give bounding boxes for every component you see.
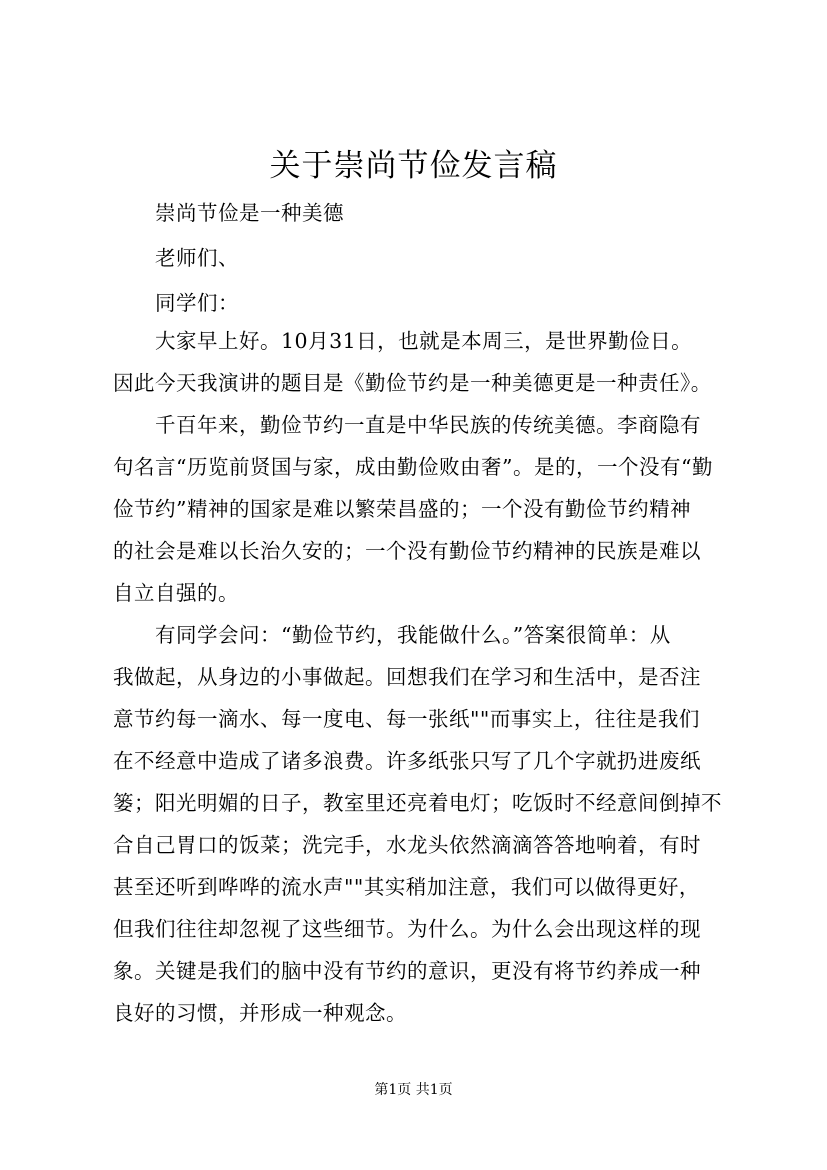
paragraph-line: 句名言“历览前贤国与家，成由勤俭败由奢”。是的，一个没有“勤 [113,455,713,479]
subtitle-line: 崇尚节俭是一种美德 [155,201,344,225]
paragraph-line: 自立自强的。 [113,581,239,605]
paragraph-line: 的社会是难以长治久安的；一个没有勤俭节约精神的民族是难以 [113,539,701,563]
paragraph-line: 千百年来，勤俭节约一直是中华民族的传统美德。李商隐有 [155,413,701,437]
page-title: 关于崇尚节俭发言稿 [269,148,558,184]
salutation-line: 同学们： [155,291,239,315]
paragraph-line: 篓；阳光明媚的日子，教室里还亮着电灯；吃饭时不经意间倒掉不 [113,791,722,815]
paragraph-line: 因此今天我演讲的题目是《勤俭节约是一种美德更是一种责任》。 [113,371,712,395]
paragraph-line: 有同学会问：“勤俭节约，我能做什么。”答案很简单：从 [155,623,671,647]
paragraph-line: 象。关键是我们的脑中没有节约的意识，更没有将节约养成一种 [113,959,701,983]
paragraph-line: 甚至还听到哗哗的流水声""其实稍加注意，我们可以做得更好， [113,875,700,899]
page-footer: 第1页 共1页 [374,1082,453,1098]
paragraph-line: 但我们往往却忽视了这些细节。为什么。为什么会出现这样的现 [113,917,701,941]
paragraph-line: 良好的习惯，并形成一种观念。 [113,1001,407,1025]
paragraph-line: 我做起，从身边的小事做起。回想我们在学习和生活中，是否注 [113,665,701,689]
salutation-line: 老师们、 [155,246,239,270]
paragraph-line: 合自己胃口的饭菜；洗完手，水龙头依然滴滴答答地响着，有时 [113,833,701,857]
paragraph-line: 大家早上好。10月31日，也就是本周三，是世界勤俭日。 [155,329,693,353]
paragraph-line: 俭节约”精神的国家是难以繁荣昌盛的；一个没有勤俭节约精神 [113,497,691,521]
paragraph-line: 意节约每一滴水、每一度电、每一张纸""而事实上，往往是我们 [113,707,700,731]
paragraph-line: 在不经意中造成了诸多浪费。许多纸张只写了几个字就扔进废纸 [113,749,701,773]
